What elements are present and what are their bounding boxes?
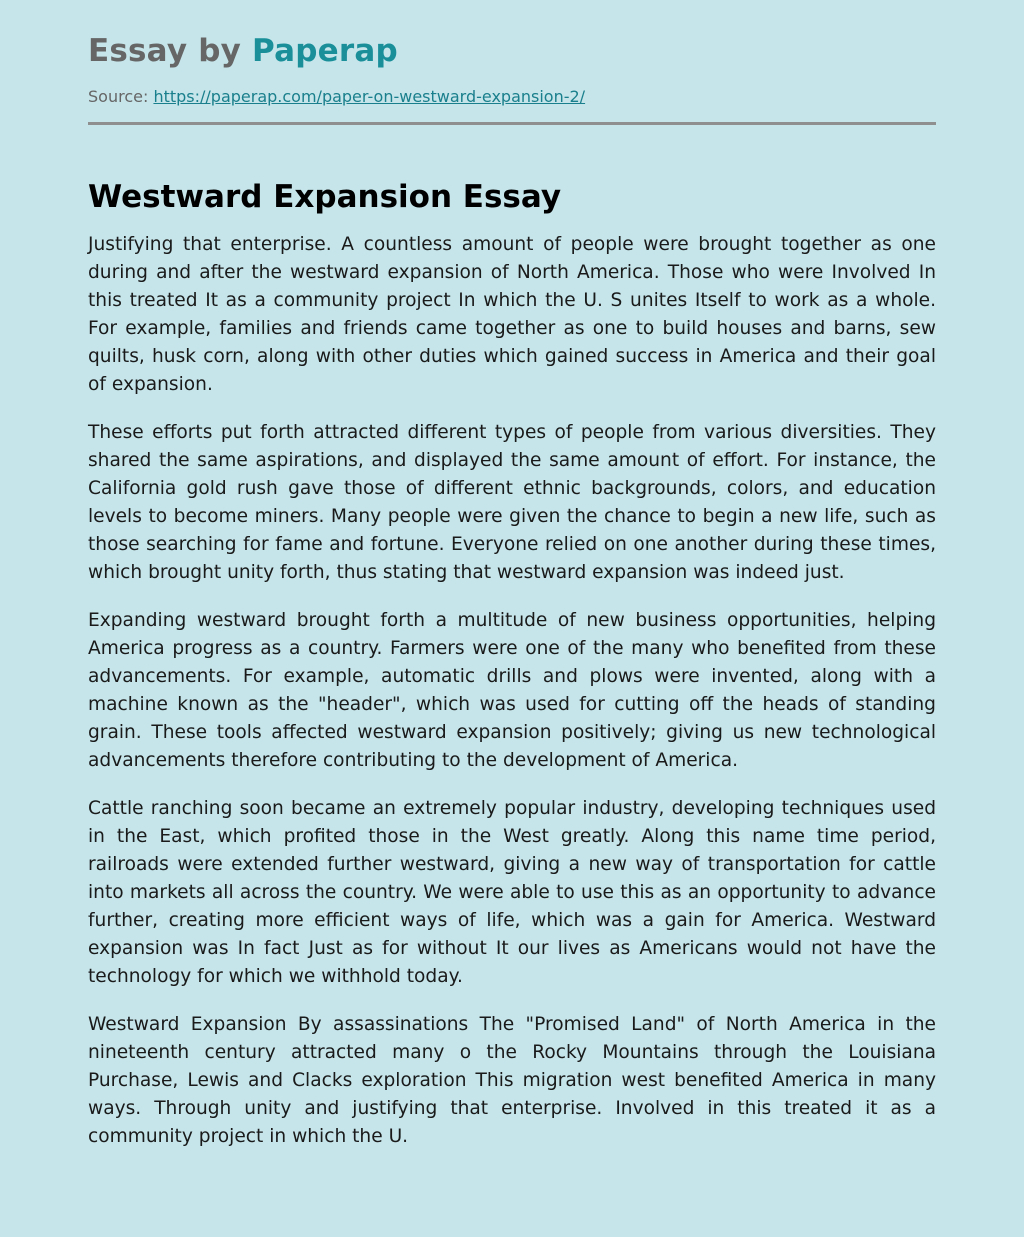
site-brand (88, 30, 936, 72)
essay-paragraph: Justifying that enterprise. A countless amount of people were brought together as one during and after the westward expansion of North America. Those who were Involved In this treated It as a community project In which the U. S unites Itself to work as a whole. For example, families and friends came together as one to build houses and barns, sew quilts, husk corn, along with other duties which gained success in America and their goal of expansion. (88, 234, 936, 395)
essay-paragraph: Expanding westward brought forth a multitude of new business opportunities, helping America progress as a country. Farmers were one of the many who benefited from these advancements. For example, automatic drills and plows were invented, along with a machine known as the "header", which was used for cutting off the heads of standing grain. These tools affected westward expansion positively; giving us new technological advancements therefore contributing to the development of America. (88, 610, 936, 771)
essay-paragraph: These efforts put forth attracted different types of people from various diversities. They shared the same aspirations, and displayed the same amount of effort. For instance, the California gold rush gave those of different ethnic backgrounds, colors, and education levels to become miners. Many people were given the chance to begin a new life, such as those searching for fame and fortune. Everyone relied on one another during these times, which brought unity forth, thus stating that westward expansion was indeed just. (88, 422, 936, 583)
source-link[interactable]: https://paperap.com/paper-on-westward-expansion-2/ (153, 87, 586, 106)
essay-paragraph: Westward Expansion By assassinations The "Promised Land" of North America in the nineteenth century attracted many o the Rocky Mountains through the Louisiana Purchase, Lewis and Clacks exploration This migration west benefited America in many ways. Through unity and justifying that enterprise. Involved in this treated it as a community project in which the U. (88, 1014, 936, 1147)
brand-prefix: Essay by (88, 33, 242, 69)
brand-name: Paperap (252, 33, 398, 69)
essay-title: Westward Expansion Essay (88, 179, 562, 215)
essay-page (88, 0, 936, 1151)
source-label: Source: (88, 87, 149, 106)
essay-paragraph: Cattle ranching soon became an extremely popular industry, developing techniques used in the East, which profited those in the West greatly. Along this name time period, railroads were extended further westward, giving a new way of transportation for cattle into markets all across the country. We were able to use this as an opportunity to advance further, creating more efficient ways of life, which was a gain for America. Westward expansion was In fact Just as for without It our lives as Americans would not have the technology for which we withhold today. (88, 798, 936, 987)
essay-body (88, 231, 936, 1151)
source-line (88, 86, 936, 108)
header-divider (88, 122, 936, 125)
